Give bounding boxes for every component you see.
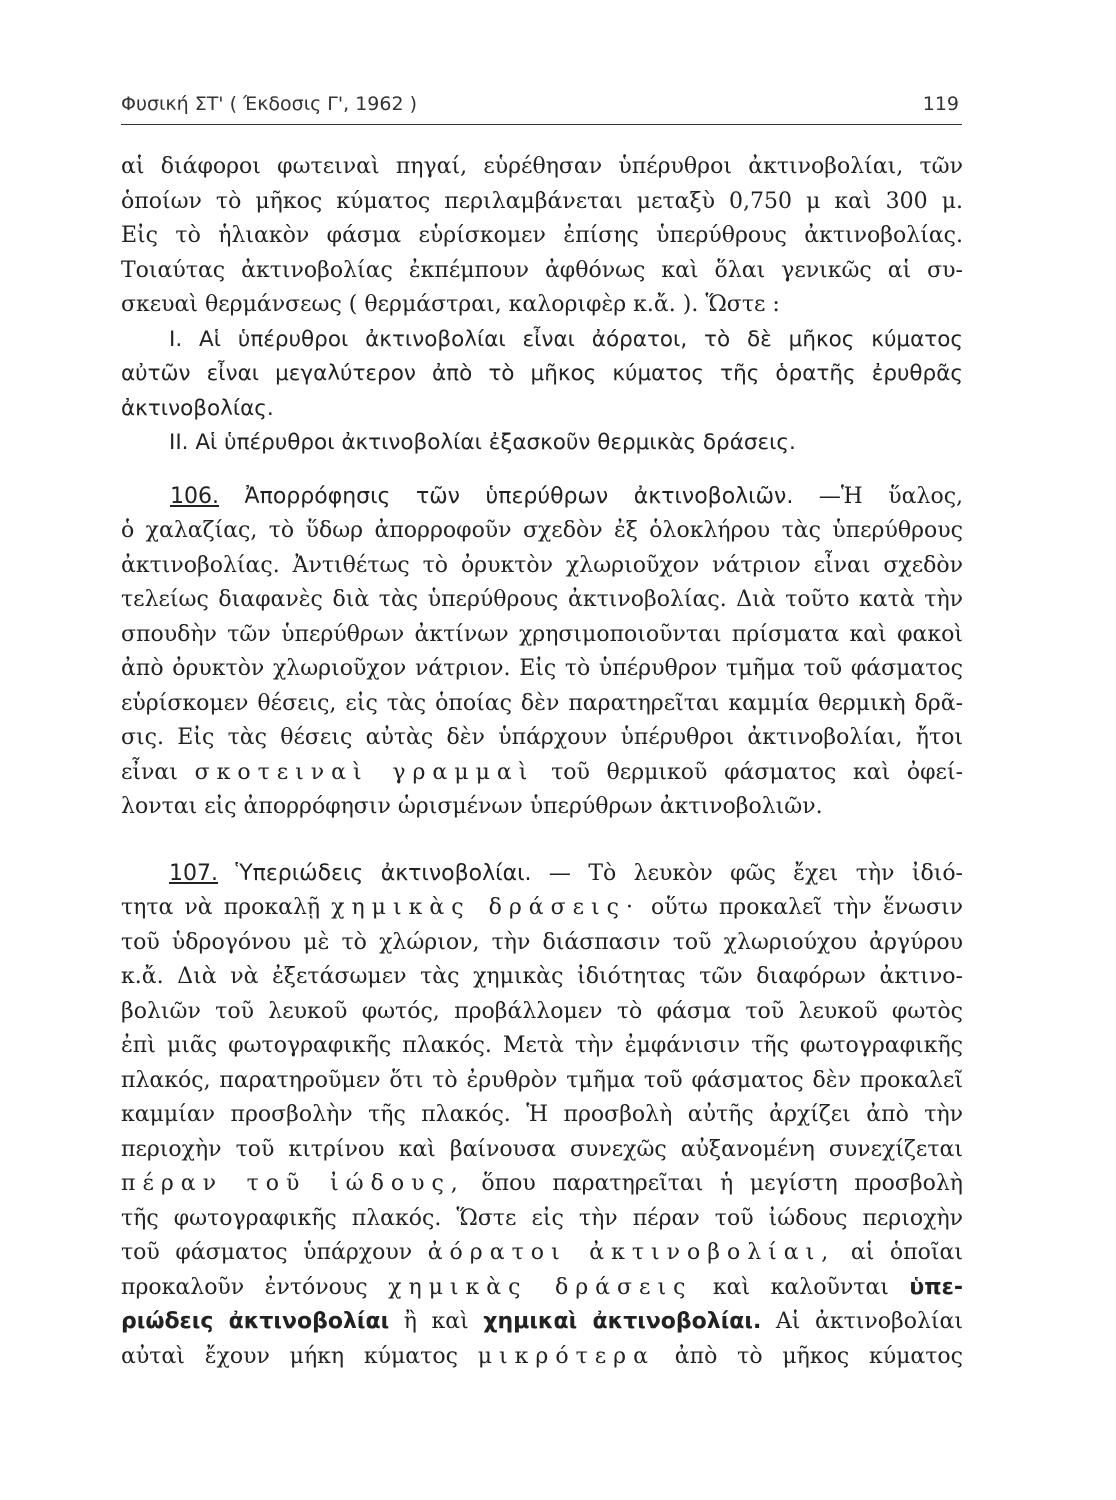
text-span: ἢ καὶ — [403, 1309, 469, 1334]
text-line: ἀκτινοβολίας. — [121, 395, 274, 421]
conclusion-item-2: II. Αἱ ὑπέρυθροι ἀκτινοβολίαι ἐξασκοῦν θερμικὰς δράσεις. — [169, 430, 796, 455]
spaced-emphasis: μικρότερα — [477, 1343, 655, 1369]
section-title: Ὑπεριώδεις ἀκτινοβολίαι. — [235, 860, 532, 886]
running-title: Φυσική ΣΤ' ( Έκδοσις Γ', 1962 ) — [121, 93, 418, 115]
intro-paragraph — [121, 150, 963, 323]
text-line: τελείως διαφανὲς διὰ τὰς ὑπερύθρους ἀκτινοβολίας. Διὰ τοῦτο κατὰ τὴν — [121, 587, 963, 612]
text-span: καὶ καλοῦνται — [712, 1274, 889, 1300]
section-106 — [121, 480, 963, 825]
text-line: τῆς φωτογραφικῆς πλακός. Ὥστε εἰς τὴν πέραν τοῦ ἰώδους περιοχὴν — [121, 1205, 963, 1231]
section-heading-line — [121, 480, 963, 515]
text-span: τοῦ θερμικοῦ φάσματος καὶ ὀφεί- — [551, 759, 963, 785]
section-number: 106. — [170, 483, 219, 509]
text-span: εἶναι — [121, 759, 178, 785]
text-line: σις. Εἰς τὰς θέσεις αὐτὰς δὲν ὑπάρχουν ὑπέρυθροι ἀκτινοβολίαι, ἤτοι — [121, 725, 963, 750]
text-line: βολιῶν τοῦ λευκοῦ φωτός, προβάλλομεν τὸ φάσμα τοῦ λευκοῦ φωτὸς — [121, 998, 963, 1024]
text-span: τητα νὰ προκαλῇ — [121, 895, 321, 920]
section-107 — [121, 857, 963, 1375]
text-line: εὑρίσκομεν θέσεις, εἰς τὰς ὁποίας δὲν παρατηρεῖται καμμία θερμικὴ δρᾶ- — [121, 690, 963, 716]
text-line: σπουδὴν τῶν ὑπερύθρων ἀκτίνων χρησιμοποιοῦνται πρίσματα καὶ φακοὶ — [121, 621, 963, 647]
text-span: ἀπὸ τὸ μῆκος κύματος — [674, 1343, 963, 1369]
text-line: λονται εἰς ἀπορρόφησιν ὡρισμένων ὑπερύθρων ἀκτινοβολιῶν. — [121, 794, 823, 819]
text-line: ἀπὸ ὀρυκτὸν χλωριοῦχον νάτριον. Εἰς τὸ ὑπέρυθρον τμῆμα τοῦ φάσματος — [121, 656, 963, 681]
text-span: αὐταὶ ἔχουν μήκη κύματος — [121, 1343, 458, 1369]
section-lead-text: — Τὸ λευκὸν φῶς ἔχει τὴν ἰδιό- — [548, 860, 963, 886]
text-line: Τοιαύτας ἀκτινοβολίας ἐκπέμπουν ἀφθόνως καὶ ὅλαι γενικῶς αἱ συ- — [121, 257, 963, 283]
spaced-emphasis: χημικὰς δράσεις· — [331, 895, 640, 920]
spaced-emphasis: ἀόρατοι ἀκτινοβολίαι, — [427, 1240, 836, 1265]
spaced-emphasis: σκοτειναὶ γραμμαὶ — [194, 759, 535, 785]
text-span: αἱ ὁποῖαι — [850, 1240, 963, 1265]
bold-term: ριώδεις ἀκτινοβολίαι — [121, 1309, 390, 1334]
text-span: οὕτω προκαλεῖ τὴν ἕνωσιν — [651, 895, 963, 920]
text-line: ἀκτινοβολίας. Ἀντιθέτως τὸ ὀρυκτὸν χλωριοῦχον νάτριον εἶναι σχεδὸν — [121, 552, 963, 578]
text-line — [121, 1340, 963, 1375]
text-line: ὁ χαλαζίας, τὸ ὕδωρ ἀπορροφοῦν σχεδὸν ἐξ ὁλοκλήρου τὰς ὑπερύθρους — [121, 518, 963, 543]
text-span: τοῦ φάσματος ὑπάρχουν — [121, 1240, 413, 1265]
text-line: περιοχὴν τοῦ κιτρίνου καὶ βαίνουσα συνεχῶς αὐξανομένη συνεχίζεται — [121, 1136, 963, 1162]
text-line — [121, 891, 963, 926]
page-number: 119 — [922, 93, 959, 115]
text-line: καμμίαν προσβολὴν τῆς πλακός. Ἡ προσβολὴ αὐτῆς ἀρχίζει ἀπὸ τὴν — [121, 1102, 963, 1127]
page-body — [121, 150, 963, 1374]
section-heading-line — [121, 857, 963, 892]
conclusion-list — [121, 323, 963, 461]
text-line — [121, 1167, 963, 1202]
page-header — [121, 90, 962, 125]
section-lead-text: —Ἡ ὕαλος, — [818, 483, 963, 509]
text-line — [121, 1271, 963, 1306]
text-line: αὐτῶν εἶναι μεγαλύτερον ἀπὸ τὸ μῆκος κύματος τῆς ὁρατῆς ἐρυθρᾶς — [121, 361, 963, 386]
text-span: προκαλοῦν ἐντόνους — [121, 1274, 368, 1300]
text-span: ὅπου παρατηρεῖται ἡ μεγίστη προσβολὴ — [481, 1171, 963, 1196]
conclusion-item-1: I. Αἱ ὑπέρυθροι ἀκτινοβολίαι εἶναι ἀόρατοι, τὸ δὲ μῆκος κύματος — [169, 326, 963, 352]
text-line: κ.ἄ. Διὰ νὰ ἐξετάσωμεν τὰς χημικὰς ἰδιότητας τῶν διαφόρων ἀκτινο- — [121, 964, 963, 989]
text-line: τοῦ ὑδρογόνου μὲ τὸ χλώριον, τὴν διάσπασιν τοῦ χλωριούχου ἀργύρου — [121, 929, 963, 955]
text-line — [121, 756, 963, 791]
text-line: Εἰς τὸ ἡλιακὸν φάσμα εὑρίσκομεν ἐπίσης ὑπερύθρους ἀκτινοβολίας. — [121, 223, 963, 248]
text-line: σκευαὶ θερμάνσεως ( θερμάστραι, καλοριφὲρ κ.ἄ. ). Ὥστε : — [121, 292, 780, 317]
text-line — [121, 1236, 963, 1271]
section-number: 107. — [169, 860, 218, 886]
text-line: αἱ διάφοροι φωτειναὶ πηγαί, εὑρέθησαν ὑπέρυθροι ἀκτινοβολίαι, τῶν — [121, 154, 963, 179]
text-line: ἐπὶ μιᾶς φωτογραφικῆς πλακός. Μετὰ τὴν ἐμφάνισιν τῆς φωτογραφικῆς — [121, 1033, 963, 1058]
text-line — [121, 1305, 963, 1340]
text-span: Αἱ ἀκτινοβολίαι — [775, 1309, 963, 1334]
bold-term: χημικαὶ ἀκτινοβολίαι. — [483, 1309, 762, 1334]
spaced-emphasis: χημικὰς δράσεις — [388, 1274, 693, 1300]
bold-term: ὑπε- — [909, 1274, 963, 1300]
text-line: πλακός, παρατηροῦμεν ὅτι τὸ ἐρυθρὸν τμῆμα τοῦ φάσματος δὲν προκαλεῖ — [121, 1067, 963, 1093]
text-line: ὁποίων τὸ μῆκος κύματος περιλαμβάνεται μεταξὺ 0,750 μ καὶ 300 μ. — [121, 188, 963, 214]
spaced-emphasis: πέραν τοῦ ἰώδους, — [121, 1171, 465, 1196]
section-title: Ἀπορρόφησις τῶν ὑπερύθρων ἀκτινοβολιῶν. — [244, 483, 794, 509]
